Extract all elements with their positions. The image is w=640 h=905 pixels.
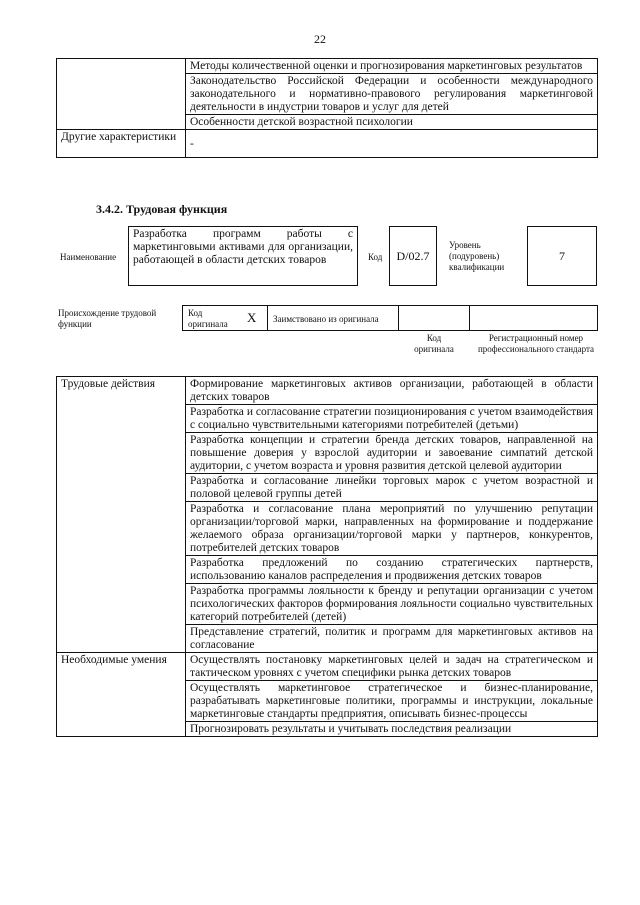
row-label: Необходимые умения — [57, 653, 186, 737]
origin-mark: X — [247, 310, 257, 325]
function-code: D/02.7 — [389, 226, 437, 286]
origin-label: Происхождение трудовой функции — [58, 308, 157, 329]
table-row — [57, 653, 598, 681]
code-cell — [398, 305, 470, 331]
row-label: Трудовые действия — [57, 377, 186, 653]
main-table — [56, 376, 598, 737]
row-label: Другие характеристики — [57, 130, 186, 158]
row-text: Разработка и согласование стратегии позиционирования с учетом взаимодействия с социально чувствительными категориями потребителей (детьми) — [186, 405, 598, 433]
borrowed-box — [267, 305, 399, 331]
name-label: Наименование — [60, 252, 117, 262]
function-name: Разработка программ работы с маркетинговыми активами для организации, работающей в области детских товаров — [128, 226, 358, 286]
row-text: Особенности детской возрастной психологии — [186, 115, 598, 130]
row-text: Разработка концепции и стратегии бренда детских товаров, направленной на повышение доверия у взрослой аудитории и завоевание симпатий детской аудитории, с учетом возраста и уровня развития детской целевой аудитории — [186, 433, 598, 474]
code-label: Код — [368, 252, 383, 262]
original-code-box — [182, 305, 268, 331]
original-code-label: Код оригинала — [188, 308, 228, 329]
level-value: 7 — [527, 226, 597, 286]
caption-reg: Регистрационный номер профессионального стандарта — [477, 333, 595, 354]
row-text: Представление стратегий, политик и программ для маркетинговых активов на согласование — [186, 625, 598, 653]
caption-code: Код оригинала — [414, 333, 454, 354]
row-text: Формирование маркетинговых активов организации, работающей в области детских товаров — [186, 377, 598, 405]
table-row — [57, 377, 598, 405]
page-number: 22 — [314, 32, 326, 46]
borrowed-label: Заимствовано из оригинала — [273, 314, 379, 324]
row-text: Законодательство Российской Федерации и особенности международного законодательного и нормативно-правового регулирования маркетинговой деятельности в индустрии товаров и услуг для детей — [186, 74, 598, 115]
row-text: Разработка программы лояльности к бренду и репутации организации с учетом психологических факторов формирования лояльности социально чувствительных категорий потребителей (детей) — [186, 584, 598, 625]
reg-number-cell — [469, 305, 598, 331]
row-text: Разработка и согласование плана мероприятий по улучшению репутации организации/торговой марки, направленных на формирование и поддержание желаемого образа организации/торговой марки у партнеров, конкурентов, потребителей детских товаров — [186, 502, 598, 556]
table-row — [57, 130, 598, 158]
section-heading: 3.4.2. Трудовая функция — [96, 202, 228, 216]
row-label — [57, 59, 186, 130]
row-text: Разработка и согласование линейки торговых марок с учетом возрастной и половой целевой группы детей — [186, 474, 598, 502]
row-text: Прогнозировать результаты и учитывать последствия реализации — [186, 722, 598, 737]
row-text: Осуществлять постановку маркетинговых целей и задач на стратегическом и тактическом уровнях с учетом специфики рынка детских товаров — [186, 653, 598, 681]
row-text: Методы количественной оценки и прогнозирования маркетинговых результатов — [186, 59, 598, 74]
level-label: Уровень (подуровень) квалификации — [449, 240, 505, 272]
row-text: Разработка предложений по созданию стратегических партнерств, использованию каналов распределения и продвижения детских товаров — [186, 556, 598, 584]
row-text: - — [186, 130, 598, 158]
row-text: Осуществлять маркетинговое стратегическое и бизнес-планирование, разрабатывать маркетинговые политики, программы и инструкции, локальные маркетинговые стандарты предприятия, описывать бизнес-процессы — [186, 681, 598, 722]
table-row — [57, 59, 598, 74]
top-table — [56, 58, 598, 158]
